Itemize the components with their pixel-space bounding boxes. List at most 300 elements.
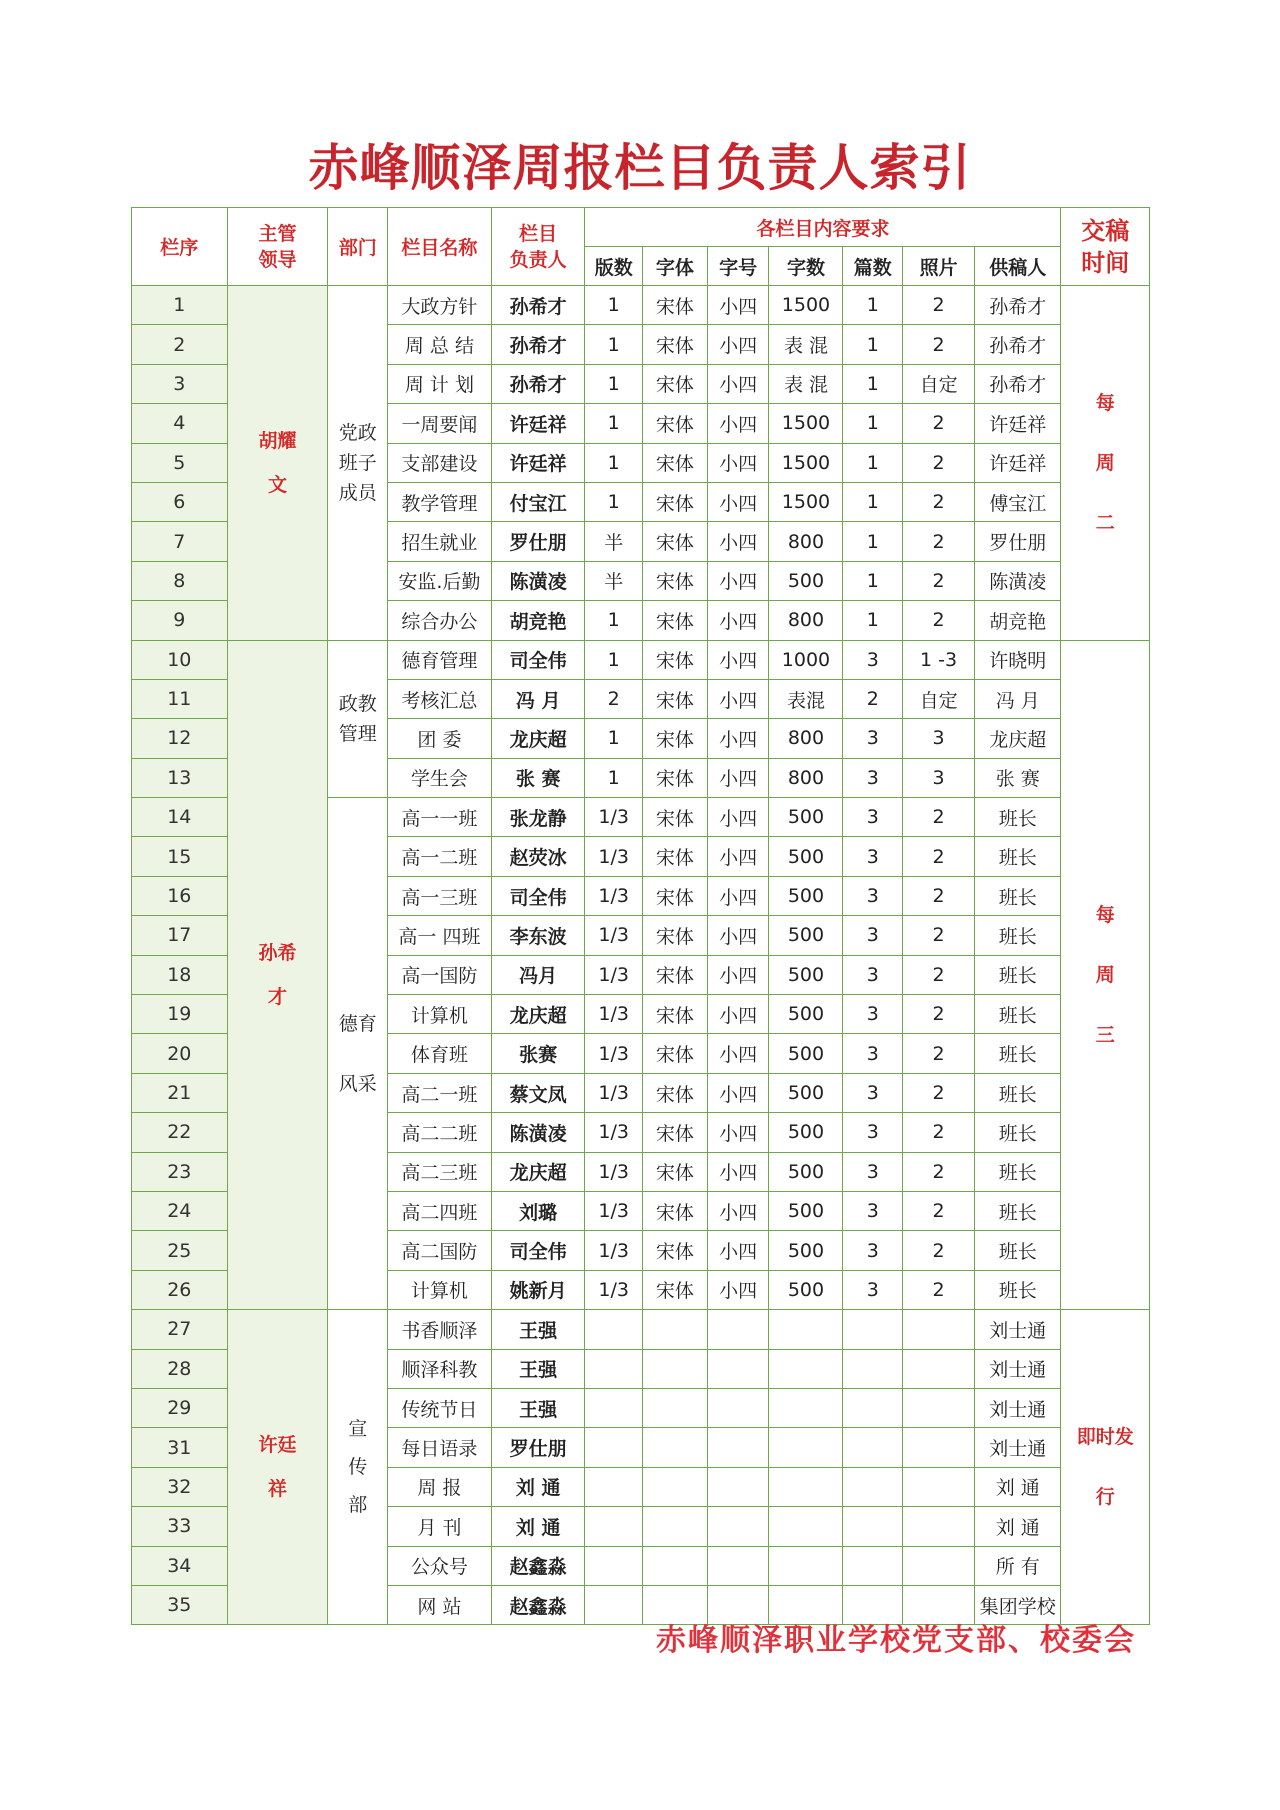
column-owner: 张龙静 (491, 798, 585, 837)
column-name: 高二一班 (388, 1073, 492, 1112)
words-cell: 表 混 (769, 364, 843, 403)
font-cell: 宋体 (643, 325, 708, 364)
header-seq: 栏序 (132, 208, 228, 286)
header-requirements: 各栏目内容要求 (585, 208, 1061, 247)
column-name: 周 总 结 (388, 325, 492, 364)
pages-cell: 半 (585, 561, 643, 600)
column-owner: 刘璐 (491, 1191, 585, 1230)
column-name: 网 站 (388, 1585, 492, 1624)
size-cell: 小四 (707, 364, 769, 403)
font-cell: 宋体 (643, 640, 708, 679)
column-name: 高二二班 (388, 1113, 492, 1152)
photos-cell (903, 1388, 975, 1427)
size-cell: 小四 (707, 286, 769, 325)
size-cell: 小四 (707, 995, 769, 1034)
size-cell (707, 1467, 769, 1506)
words-cell (769, 1546, 843, 1585)
pages-cell: 1/3 (585, 1270, 643, 1309)
column-name: 德育管理 (388, 640, 492, 679)
pages-cell (585, 1585, 643, 1624)
count-cell: 1 (843, 286, 903, 325)
photos-cell: 2 (903, 955, 975, 994)
words-cell: 500 (769, 955, 843, 994)
font-cell: 宋体 (643, 522, 708, 561)
pages-cell: 2 (585, 679, 643, 718)
column-name: 周 计 划 (388, 364, 492, 403)
row-number: 1 (132, 286, 228, 325)
pages-cell (585, 1310, 643, 1349)
row-number: 24 (132, 1191, 228, 1230)
supplier-cell: 班长 (975, 1113, 1061, 1152)
count-cell: 3 (843, 876, 903, 915)
supplier-cell: 班长 (975, 876, 1061, 915)
department-name: 政教 管理 (328, 640, 388, 798)
size-cell: 小四 (707, 1191, 769, 1230)
column-owner: 龙庆超 (491, 995, 585, 1034)
column-owner: 陈潢凌 (491, 561, 585, 600)
words-cell: 500 (769, 1270, 843, 1309)
count-cell: 1 (843, 364, 903, 403)
column-owner: 陈潢凌 (491, 1113, 585, 1152)
column-index-table (131, 207, 1150, 1625)
row-number: 12 (132, 719, 228, 758)
font-cell: 宋体 (643, 1034, 708, 1073)
words-cell: 1500 (769, 482, 843, 521)
column-owner: 罗仕朋 (491, 522, 585, 561)
words-cell: 500 (769, 1113, 843, 1152)
pages-cell: 1 (585, 325, 643, 364)
supplier-cell: 许廷祥 (975, 404, 1061, 443)
size-cell: 小四 (707, 1270, 769, 1309)
supplier-cell: 班长 (975, 995, 1061, 1034)
size-cell: 小四 (707, 601, 769, 640)
words-cell: 1500 (769, 404, 843, 443)
font-cell: 宋体 (643, 404, 708, 443)
count-cell: 3 (843, 798, 903, 837)
size-cell: 小四 (707, 482, 769, 521)
supplier-cell: 刘 通 (975, 1507, 1061, 1546)
words-cell (769, 1467, 843, 1506)
row-number: 6 (132, 482, 228, 521)
supplier-cell: 孙希才 (975, 364, 1061, 403)
photos-cell: 2 (903, 995, 975, 1034)
font-cell: 宋体 (643, 876, 708, 915)
row-number: 10 (132, 640, 228, 679)
count-cell (843, 1428, 903, 1467)
leader-name: 许廷祥 (227, 1310, 328, 1625)
column-owner: 冯 月 (491, 679, 585, 718)
pages-cell (585, 1388, 643, 1427)
column-name: 计算机 (388, 995, 492, 1034)
font-cell (643, 1467, 708, 1506)
font-cell: 宋体 (643, 1113, 708, 1152)
pages-cell: 1 (585, 758, 643, 797)
words-cell (769, 1310, 843, 1349)
pages-cell: 1 (585, 404, 643, 443)
row-number: 23 (132, 1152, 228, 1191)
size-cell: 小四 (707, 1073, 769, 1112)
font-cell: 宋体 (643, 995, 708, 1034)
column-owner: 胡竞艳 (491, 601, 585, 640)
photos-cell: 2 (903, 561, 975, 600)
supplier-cell: 冯 月 (975, 679, 1061, 718)
size-cell (707, 1349, 769, 1388)
words-cell: 1500 (769, 443, 843, 482)
words-cell: 500 (769, 995, 843, 1034)
supplier-cell: 刘士通 (975, 1349, 1061, 1388)
column-owner: 姚新月 (491, 1270, 585, 1309)
row-number: 22 (132, 1113, 228, 1152)
column-owner: 赵荧冰 (491, 837, 585, 876)
column-owner: 赵鑫淼 (491, 1585, 585, 1624)
row-number: 17 (132, 916, 228, 955)
supplier-cell: 张 赛 (975, 758, 1061, 797)
column-owner: 刘 通 (491, 1507, 585, 1546)
row-number: 28 (132, 1349, 228, 1388)
count-cell: 3 (843, 1152, 903, 1191)
size-cell: 小四 (707, 640, 769, 679)
font-cell: 宋体 (643, 561, 708, 600)
count-cell: 3 (843, 758, 903, 797)
department-name: 宣 传 部 (328, 1310, 388, 1625)
photos-cell: 2 (903, 916, 975, 955)
size-cell: 小四 (707, 758, 769, 797)
supplier-cell: 班长 (975, 1191, 1061, 1230)
header-dept: 部门 (328, 208, 388, 286)
photos-cell: 2 (903, 1270, 975, 1309)
photos-cell: 2 (903, 601, 975, 640)
font-cell: 宋体 (643, 364, 708, 403)
column-owner: 司全伟 (491, 640, 585, 679)
pages-cell: 1/3 (585, 1034, 643, 1073)
leader-name: 孙希才 (227, 640, 328, 1310)
photos-cell (903, 1546, 975, 1585)
count-cell: 3 (843, 995, 903, 1034)
count-cell: 1 (843, 522, 903, 561)
row-number: 21 (132, 1073, 228, 1112)
supplier-cell: 刘士通 (975, 1388, 1061, 1427)
header-column-name: 栏目名称 (388, 208, 492, 286)
header-photos: 照片 (903, 247, 975, 286)
pages-cell: 1/3 (585, 995, 643, 1034)
size-cell: 小四 (707, 1231, 769, 1270)
column-owner: 司全伟 (491, 876, 585, 915)
row-number: 11 (132, 679, 228, 718)
row-number: 34 (132, 1546, 228, 1585)
size-cell (707, 1310, 769, 1349)
photos-cell (903, 1507, 975, 1546)
count-cell: 3 (843, 1191, 903, 1230)
size-cell (707, 1428, 769, 1467)
supplier-cell: 傅宝江 (975, 482, 1061, 521)
pages-cell (585, 1349, 643, 1388)
column-name: 安监.后勤 (388, 561, 492, 600)
words-cell: 500 (769, 1073, 843, 1112)
column-name: 考核汇总 (388, 679, 492, 718)
font-cell: 宋体 (643, 1152, 708, 1191)
column-name: 高二四班 (388, 1191, 492, 1230)
font-cell: 宋体 (643, 758, 708, 797)
size-cell (707, 1507, 769, 1546)
font-cell: 宋体 (643, 719, 708, 758)
row-number: 13 (132, 758, 228, 797)
row-number: 35 (132, 1585, 228, 1624)
leader-name: 胡耀文 (227, 286, 328, 641)
size-cell: 小四 (707, 876, 769, 915)
pages-cell: 1 (585, 601, 643, 640)
column-name: 一周要闻 (388, 404, 492, 443)
column-owner: 王强 (491, 1349, 585, 1388)
font-cell (643, 1507, 708, 1546)
row-number: 16 (132, 876, 228, 915)
column-owner: 冯月 (491, 955, 585, 994)
font-cell: 宋体 (643, 1073, 708, 1112)
column-name: 顺泽科教 (388, 1349, 492, 1388)
pages-cell: 1/3 (585, 916, 643, 955)
pages-cell: 1 (585, 443, 643, 482)
column-name: 计算机 (388, 1270, 492, 1309)
supplier-cell: 许廷祥 (975, 443, 1061, 482)
row-number: 31 (132, 1428, 228, 1467)
font-cell: 宋体 (643, 286, 708, 325)
pages-cell: 1/3 (585, 837, 643, 876)
row-number: 7 (132, 522, 228, 561)
header-supplier: 供稿人 (975, 247, 1061, 286)
column-owner: 许廷祥 (491, 443, 585, 482)
submit-time: 即时发行 (1061, 1310, 1150, 1625)
font-cell: 宋体 (643, 837, 708, 876)
row-number: 32 (132, 1467, 228, 1506)
header-leader: 主管 领导 (227, 208, 328, 286)
photos-cell: 自定 (903, 679, 975, 718)
count-cell: 3 (843, 1231, 903, 1270)
words-cell: 800 (769, 601, 843, 640)
size-cell: 小四 (707, 443, 769, 482)
font-cell: 宋体 (643, 798, 708, 837)
words-cell: 500 (769, 837, 843, 876)
column-owner: 张 赛 (491, 758, 585, 797)
count-cell: 3 (843, 1073, 903, 1112)
count-cell: 1 (843, 404, 903, 443)
size-cell: 小四 (707, 955, 769, 994)
supplier-cell: 刘士通 (975, 1310, 1061, 1349)
supplier-cell: 龙庆超 (975, 719, 1061, 758)
pages-cell: 1/3 (585, 798, 643, 837)
size-cell: 小四 (707, 837, 769, 876)
count-cell: 3 (843, 916, 903, 955)
column-owner: 赵鑫淼 (491, 1546, 585, 1585)
words-cell: 500 (769, 1152, 843, 1191)
pages-cell: 1/3 (585, 1113, 643, 1152)
pages-cell: 半 (585, 522, 643, 561)
column-owner: 孙希才 (491, 286, 585, 325)
pages-cell: 1 (585, 719, 643, 758)
count-cell (843, 1310, 903, 1349)
font-cell: 宋体 (643, 1191, 708, 1230)
supplier-cell: 班长 (975, 955, 1061, 994)
row-number: 33 (132, 1507, 228, 1546)
count-cell (843, 1507, 903, 1546)
words-cell: 500 (769, 876, 843, 915)
pages-cell: 1/3 (585, 1191, 643, 1230)
table-row (132, 286, 1150, 325)
header-owner: 栏目 负责人 (491, 208, 585, 286)
photos-cell: 2 (903, 1113, 975, 1152)
words-cell: 800 (769, 719, 843, 758)
photos-cell: 2 (903, 482, 975, 521)
photos-cell (903, 1310, 975, 1349)
photos-cell (903, 1467, 975, 1506)
size-cell (707, 1388, 769, 1427)
column-name: 学生会 (388, 758, 492, 797)
photos-cell: 1 -3 (903, 640, 975, 679)
size-cell: 小四 (707, 719, 769, 758)
photos-cell: 2 (903, 443, 975, 482)
size-cell: 小四 (707, 1113, 769, 1152)
font-cell (643, 1349, 708, 1388)
count-cell (843, 1388, 903, 1427)
count-cell: 3 (843, 640, 903, 679)
photos-cell: 自定 (903, 364, 975, 403)
photos-cell: 2 (903, 1231, 975, 1270)
supplier-cell: 班长 (975, 1270, 1061, 1309)
pages-cell (585, 1546, 643, 1585)
supplier-cell: 班长 (975, 1231, 1061, 1270)
words-cell: 1000 (769, 640, 843, 679)
count-cell (843, 1467, 903, 1506)
words-cell: 500 (769, 798, 843, 837)
header-size: 字号 (707, 247, 769, 286)
size-cell: 小四 (707, 1152, 769, 1191)
count-cell: 1 (843, 561, 903, 600)
column-owner: 龙庆超 (491, 719, 585, 758)
row-number: 19 (132, 995, 228, 1034)
column-name: 高一 四班 (388, 916, 492, 955)
photos-cell: 2 (903, 798, 975, 837)
column-name: 高一二班 (388, 837, 492, 876)
supplier-cell: 集团学校 (975, 1585, 1061, 1624)
words-cell: 500 (769, 1231, 843, 1270)
row-number: 5 (132, 443, 228, 482)
column-owner: 刘 通 (491, 1467, 585, 1506)
supplier-cell: 班长 (975, 798, 1061, 837)
words-cell (769, 1349, 843, 1388)
font-cell: 宋体 (643, 679, 708, 718)
supplier-cell: 刘 通 (975, 1467, 1061, 1506)
supplier-cell: 班长 (975, 837, 1061, 876)
size-cell: 小四 (707, 798, 769, 837)
photos-cell (903, 1428, 975, 1467)
font-cell: 宋体 (643, 955, 708, 994)
count-cell: 2 (843, 679, 903, 718)
pages-cell: 1/3 (585, 955, 643, 994)
photos-cell: 2 (903, 876, 975, 915)
header-count: 篇数 (843, 247, 903, 286)
count-cell: 3 (843, 1270, 903, 1309)
header-words: 字数 (769, 247, 843, 286)
column-name: 高一一班 (388, 798, 492, 837)
department-name: 德育 风采 (328, 798, 388, 1310)
pages-cell: 1/3 (585, 1152, 643, 1191)
footer-signature: 赤峰顺泽职业学校党支部、校委会 (656, 1623, 1136, 1658)
column-name: 高二国防 (388, 1231, 492, 1270)
size-cell: 小四 (707, 325, 769, 364)
font-cell: 宋体 (643, 1270, 708, 1309)
pages-cell: 1 (585, 640, 643, 679)
size-cell: 小四 (707, 1034, 769, 1073)
column-name: 月 刊 (388, 1507, 492, 1546)
pages-cell (585, 1467, 643, 1506)
supplier-cell: 班长 (975, 1073, 1061, 1112)
row-number: 8 (132, 561, 228, 600)
row-number: 3 (132, 364, 228, 403)
column-owner: 孙希才 (491, 325, 585, 364)
column-owner: 许廷祥 (491, 404, 585, 443)
row-number: 15 (132, 837, 228, 876)
count-cell: 1 (843, 601, 903, 640)
photos-cell: 3 (903, 719, 975, 758)
size-cell: 小四 (707, 404, 769, 443)
photos-cell: 2 (903, 837, 975, 876)
pages-cell: 1 (585, 364, 643, 403)
count-cell: 1 (843, 482, 903, 521)
supplier-cell: 刘士通 (975, 1428, 1061, 1467)
photos-cell: 2 (903, 1034, 975, 1073)
column-owner: 罗仕朋 (491, 1428, 585, 1467)
font-cell (643, 1546, 708, 1585)
supplier-cell: 胡竞艳 (975, 601, 1061, 640)
column-owner: 张赛 (491, 1034, 585, 1073)
count-cell: 1 (843, 443, 903, 482)
supplier-cell: 孙希才 (975, 325, 1061, 364)
photos-cell: 2 (903, 522, 975, 561)
row-number: 4 (132, 404, 228, 443)
words-cell: 800 (769, 522, 843, 561)
words-cell (769, 1507, 843, 1546)
column-owner: 李东波 (491, 916, 585, 955)
font-cell: 宋体 (643, 443, 708, 482)
words-cell (769, 1388, 843, 1427)
table-row (132, 1310, 1150, 1349)
font-cell (643, 1388, 708, 1427)
count-cell: 3 (843, 1034, 903, 1073)
page-title: 赤峰顺泽周报栏目负责人索引 (308, 139, 972, 197)
photos-cell: 2 (903, 1152, 975, 1191)
pages-cell: 1/3 (585, 1231, 643, 1270)
supplier-cell: 班长 (975, 1152, 1061, 1191)
count-cell: 3 (843, 719, 903, 758)
count-cell: 3 (843, 955, 903, 994)
words-cell: 表混 (769, 679, 843, 718)
words-cell: 500 (769, 1191, 843, 1230)
size-cell: 小四 (707, 522, 769, 561)
pages-cell (585, 1428, 643, 1467)
column-owner: 司全伟 (491, 1231, 585, 1270)
column-name: 高一国防 (388, 955, 492, 994)
count-cell (843, 1349, 903, 1388)
size-cell (707, 1546, 769, 1585)
column-owner: 付宝江 (491, 482, 585, 521)
column-owner: 王强 (491, 1388, 585, 1427)
photos-cell: 2 (903, 404, 975, 443)
words-cell: 1500 (769, 286, 843, 325)
department-name: 党政 班子 成员 (328, 286, 388, 641)
header-font: 字体 (643, 247, 708, 286)
font-cell: 宋体 (643, 916, 708, 955)
supplier-cell: 孙希才 (975, 286, 1061, 325)
photos-cell (903, 1349, 975, 1388)
column-owner: 孙希才 (491, 364, 585, 403)
